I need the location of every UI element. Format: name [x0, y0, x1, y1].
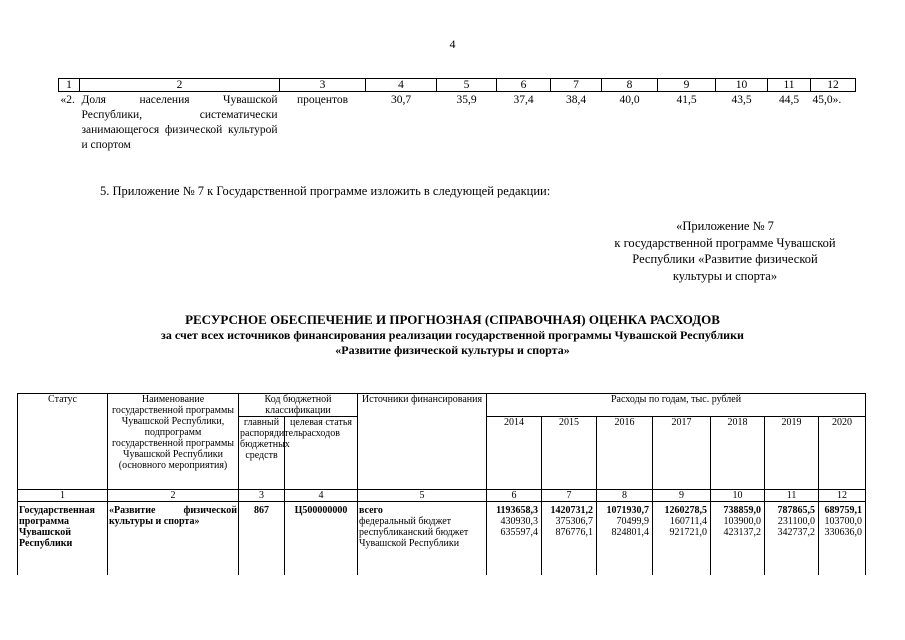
- funding-sources: [358, 502, 487, 576]
- value-republican: 876776,1: [555, 527, 594, 538]
- col-number: 11: [768, 79, 811, 92]
- col-number: 5: [358, 490, 487, 502]
- year-values: [597, 502, 653, 576]
- indicator-value: 30,7: [390, 94, 412, 106]
- value-total: 1260278,5: [664, 505, 708, 516]
- title-line: РЕСУРСНОЕ ОБЕСПЕЧЕНИЕ И ПРОГНОЗНАЯ (СПРАВОЧНАЯ) ОЦЕНКА РАСХОДОВ: [185, 312, 720, 327]
- header-year: 2020: [819, 417, 866, 490]
- row-number: «2.: [60, 94, 75, 106]
- year-values: [711, 502, 765, 576]
- header-status: Статус: [18, 394, 108, 490]
- column-number-row: [18, 490, 866, 502]
- value-federal: 103700,0: [824, 516, 863, 527]
- source-federal: федеральный бюджет: [359, 516, 452, 527]
- value-federal: 231100,0: [777, 516, 816, 527]
- value-federal: 103900,0: [723, 516, 762, 527]
- header-expenses: Расходы по годам, тыс. рублей: [487, 394, 866, 417]
- col-number: 9: [653, 490, 711, 502]
- col-number: 5: [437, 79, 497, 92]
- indicator-name: Доля населения Чувашской Республики, систематически занимающегося физической культурой и спортом: [81, 94, 278, 151]
- col-number: 11: [765, 490, 819, 502]
- indicator-unit: процентов: [296, 94, 349, 106]
- header-name: Наименование государственной программы Чувашской Республики, подпрограмм государственной программы Чувашской Республики (основного мероприятия): [108, 394, 239, 490]
- indicator-value: 38,4: [565, 94, 587, 106]
- year-values: [765, 502, 819, 576]
- value-total: 1420731,2: [550, 505, 594, 516]
- year-values: [487, 502, 542, 576]
- value-total: 1193658,3: [496, 505, 539, 516]
- indicator-value: 40,0: [619, 94, 640, 106]
- col-number: 4: [366, 79, 437, 92]
- header-budget-code: Код бюджетной классификации: [239, 394, 358, 417]
- col-number: 12: [819, 490, 866, 502]
- year-values: [542, 502, 597, 576]
- col-number: 10: [716, 79, 768, 92]
- chief-admin-code: 867: [239, 502, 285, 576]
- appendix-line: к государственной программе Чувашской: [614, 235, 836, 250]
- col-number: 2: [80, 79, 280, 92]
- col-number: 6: [487, 490, 542, 502]
- value-republican: 921721,0: [669, 527, 708, 538]
- indicator-value: 41,5: [676, 94, 697, 106]
- header-year: 2018: [711, 417, 765, 490]
- program-status: Государственная программа Чувашской Республики: [18, 502, 108, 576]
- indicator-table: [58, 78, 856, 153]
- appendix-line: Республики «Развитие физической: [632, 252, 818, 266]
- col-number: 7: [551, 79, 602, 92]
- resource-table-header: [18, 394, 866, 417]
- col-number: 8: [597, 490, 653, 502]
- col-number: 1: [59, 79, 80, 92]
- indicator-value: 35,9: [456, 94, 477, 106]
- value-federal: 430930,3: [500, 516, 539, 527]
- col-number: 2: [108, 490, 239, 502]
- value-republican: 635597,4: [500, 527, 539, 538]
- target-item-code: Ц500000000: [285, 502, 358, 576]
- appendix-line: «Приложение № 7: [676, 219, 774, 233]
- title-line: «Развитие физической культуры и спорта»: [335, 343, 570, 357]
- col-number: 3: [239, 490, 285, 502]
- appendix-line: культуры и спорта»: [672, 268, 778, 283]
- header-year: 2014: [487, 417, 542, 490]
- header-chief-admin: главный распорядитель бюджетных средств: [239, 417, 285, 490]
- indicator-value: 37,4: [513, 94, 534, 106]
- value-total: 738859,0: [723, 505, 762, 516]
- header-year: 2019: [765, 417, 819, 490]
- value-federal: 70499,9: [616, 516, 650, 527]
- col-number: 7: [542, 490, 597, 502]
- col-number: 12: [811, 79, 856, 92]
- document-title: [0, 312, 905, 358]
- page-number: 4: [449, 37, 456, 51]
- indicator-value: 43,5: [731, 94, 752, 106]
- source-total: всего: [359, 505, 383, 516]
- value-republican: 423137,2: [723, 527, 762, 538]
- header-year: 2016: [597, 417, 653, 490]
- value-federal: 160711,4: [669, 516, 708, 527]
- value-total: 1071930,7: [606, 505, 650, 516]
- col-number: 9: [658, 79, 716, 92]
- table-row: [59, 92, 856, 154]
- header-target-item: целевая статья расходов: [285, 417, 358, 490]
- header-year: 2015: [542, 417, 597, 490]
- resource-table: [17, 393, 866, 575]
- value-republican: 342737,2: [777, 527, 816, 538]
- indicator-value: 45,0».: [812, 94, 842, 106]
- source-republican: республиканский бюджет Чувашской Республики: [359, 527, 469, 549]
- title-line: за счет всех источников финансирования реализации государственной программы Чувашской Республики: [161, 328, 744, 342]
- value-total: 787865,5: [777, 505, 816, 516]
- header-sources: Источники финансирования: [358, 394, 487, 490]
- col-number: 10: [711, 490, 765, 502]
- value-republican: 824801,4: [611, 527, 650, 538]
- col-number: 3: [280, 79, 366, 92]
- col-number: 4: [285, 490, 358, 502]
- value-republican: 330636,0: [824, 527, 863, 538]
- col-number: 8: [602, 79, 658, 92]
- col-number: 6: [497, 79, 551, 92]
- program-name: «Развитие физической культуры и спорта»: [108, 502, 239, 576]
- col-number: 1: [18, 490, 108, 502]
- value-total: 689759,1: [824, 505, 863, 516]
- header-year: 2017: [653, 417, 711, 490]
- indicator-table-header: [59, 79, 856, 92]
- appendix-caption: [560, 218, 890, 284]
- year-values: [819, 502, 866, 576]
- amendment-paragraph: 5. Приложение № 7 к Государственной программе изложить в следующей редакции:: [100, 184, 551, 198]
- value-federal: 375306,7: [555, 516, 594, 527]
- year-values: [653, 502, 711, 576]
- indicator-value: 44,5: [778, 94, 800, 106]
- table-row: [18, 502, 866, 576]
